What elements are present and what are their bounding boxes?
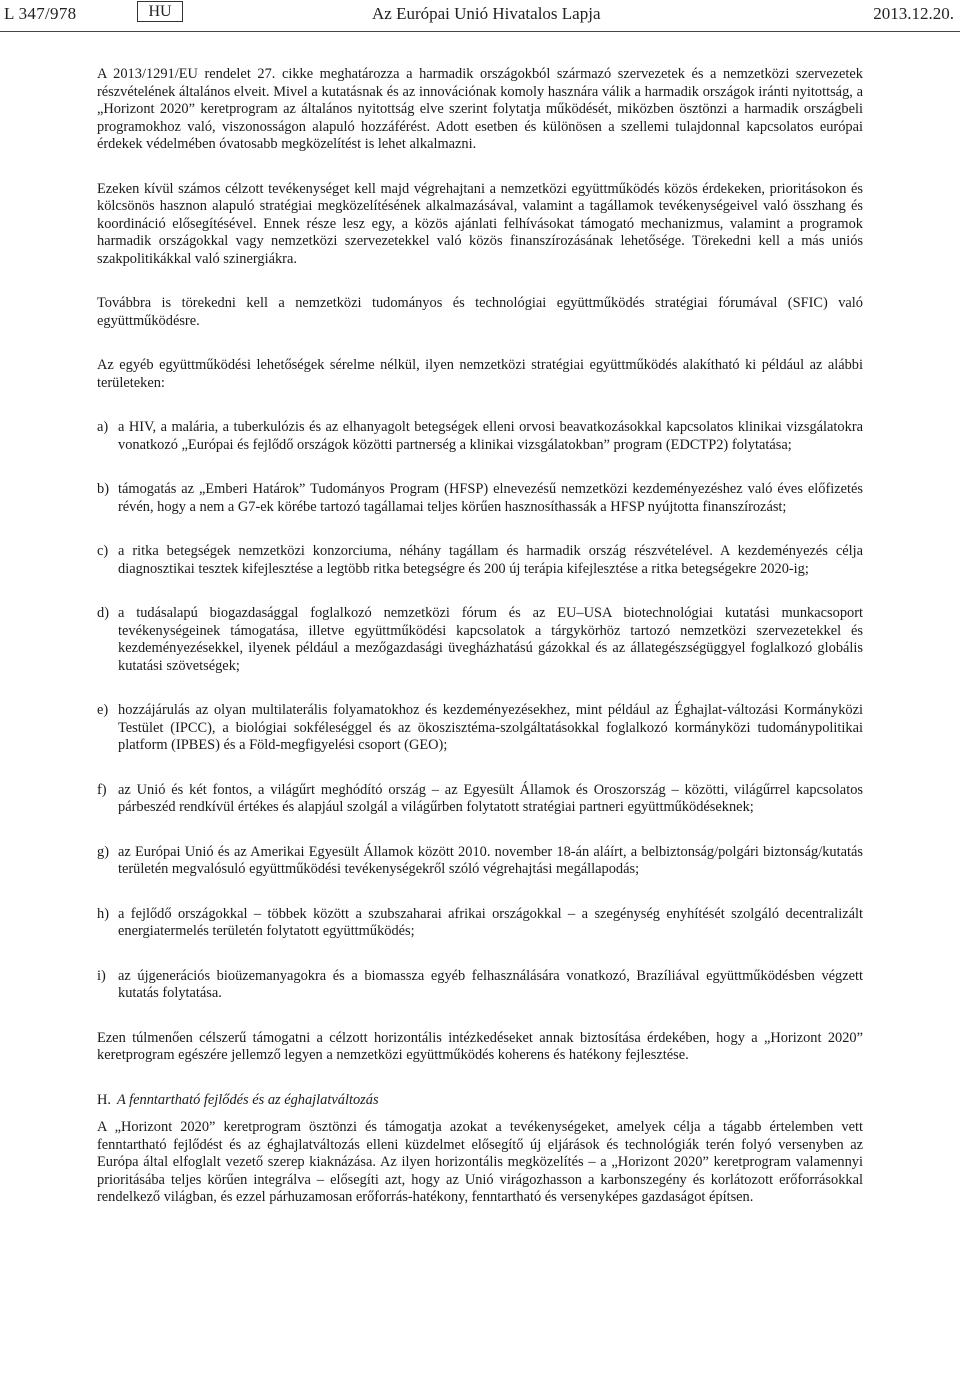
list-item	[97, 481, 863, 516]
list-item-text: az Európai Unió és az Amerikai Egyesült Államok között 2010. november 18-án aláírt, a belbiztonság/polgári biztonság/kutatás területén megvalósuló együttműködési tevékenységekről szóló végrehajtási megállapodás;	[118, 843, 863, 877]
paragraph-section-h: A „Horizont 2020” keretprogram ösztönzi és támogatja azokat a tevékenységeket, amelyek célja a tágabb értelemben vett fenntartható fejlődést és az éghajlatváltozás elleni küzdelmet elősegítő új eljárások és technológiák terén folyó versenyben az Európa által elfoglalt vezető szerep kiaknázása. Az ilyen horizontális megközelítés – a „Horizont 2020” keretprogram valamennyi prioritásába teljes körűen integrálva – elősegíti azt, hogy az Unió virágozhasson a karbonszegény és korlátozott erőforrásokkal rendelkező világban, és ezzel párhuzamosan erőforrás-hatékony, fenntartható és versenyképes gazdaságot építsen.	[97, 1119, 863, 1205]
list-item	[97, 702, 863, 755]
list-item-text: a fejlődő országokkal – többek között a szubszaharai afrikai országokkal – a szegénység enyhítését szolgáló decentralizált energiatermelés területén folytatott együttműködés;	[118, 905, 863, 939]
list-item-text: az újgenerációs bioüzemanyagokra és a biomassza egyéb felhasználására vonatkozó, Brazíliával együttműködésben végzett kutatás folytatása.	[118, 967, 863, 1001]
list-item-label: i)	[97, 967, 106, 984]
journal-title: Az Európai Unió Hivatalos Lapja	[372, 4, 601, 23]
section-heading	[97, 1092, 863, 1110]
publication-date: 2013.12.20.	[873, 4, 954, 23]
list-item-label: d)	[97, 605, 109, 621]
header-divider	[0, 31, 960, 32]
list-item	[97, 968, 863, 1003]
list-item	[97, 906, 863, 941]
paragraph-intro: A 2013/1291/EU rendelet 27. cikke meghatározza a harmadik országokból származó szervezetek és a nemzetközi szervezetek részvételének általános elveit. Mivel a kutatásnak és az innovációnak komoly hasznára válik a harmadik országok iránti nyitottság, a „Horizont 2020” keretprogram az általános nyitottság elve szerint folytatja működését, miközben ösztönzi a harmadik országbeli programokhoz való, viszonosságon alapuló hozzáférést. Adott esetben és különösen a szellemi tulajdonnal kapcsolatos európai érdekek védelmében óvatosabb megközelítést is lehet alkalmazni.	[97, 66, 863, 152]
list-item-label: g)	[97, 843, 109, 860]
list-item-text: a HIV, a malária, a tuberkulózis és az elhanyagolt betegségek elleni orvosi beavatkozásokkal kapcsolatos klinikai vizsgálatokra vonatkozó „Európai és fejlődő országok közötti partnerség a klinikai vizsgálatokban” program (EDCTP2) folytatása;	[118, 419, 863, 453]
list-item-text: támogatás az „Emberi Határok” Tudományos Program (HFSP) elnevezésű nemzetközi kezdeményezéshez való éves előfizetés révén, hogy a nem a G7-ek körébe tartozó tagállamai teljes körűen hasznosíthassák a HFSP nyújtotta finanszírozást;	[118, 481, 863, 515]
list-item-label: a)	[97, 419, 109, 435]
section-letter: H.	[97, 1091, 111, 1108]
list-item	[97, 419, 863, 454]
list-item-label: e)	[97, 702, 109, 718]
page-reference: L 347/978	[4, 4, 77, 23]
list-item-text: a tudásalapú biogazdasággal foglalkozó nemzetközi fórum és az EU–USA biotechnológiai kutatási munkacsoport tevékenységeinek támogatása, illetve együttműködési kapcsolatok a tárgykörhöz tartozó nemzetközi szervezetekkel és kezdeményezésekkel, ilyenek például a mezőgazdasági üvegházhatású gázokkal és az állategészségüggyel foglalkozó globális kutatási szövetségek;	[118, 605, 863, 674]
list-item-label: b)	[97, 481, 109, 497]
list-item-label: c)	[97, 543, 109, 559]
list-item	[97, 543, 863, 578]
list-item	[97, 605, 863, 675]
list-item-label: h)	[97, 905, 109, 922]
paragraph-sfic: Továbbra is törekedni kell a nemzetközi tudományos és technológiai együttműködés stratégiai fórumával (SFIC) való együttműködésre.	[97, 295, 863, 329]
paragraph-areas-intro: Az egyéb együttműködési lehetőségek sérelme nélkül, ilyen nemzetközi stratégiai együttműködés alakítható ki például az alábbi területeken:	[97, 357, 863, 391]
paragraph-targeted-activities: Ezeken kívül számos célzott tevékenységet kell majd végrehajtani a nemzetközi együttműködés közös érdekeken, prioritásokon és kölcsönös hasznon alapuló stratégiai megközelítésének alkalmazásával, valamint a tagállamok tevékenységeivel való összhang és koordináció elősegítésével. Ennek része lesz egy, a közös ajánlati felhívásokat támogató mechanizmus, valamint a programok harmadik országokkal vagy nemzetközi szervezetekkel való közös finanszírozásának lehetősége. Törekedni kell a más uniós szakpolitikákkal való szinergiákra.	[97, 180, 863, 267]
language-badge: HU	[137, 1, 183, 22]
list-item	[97, 782, 863, 817]
document-body	[97, 66, 863, 1234]
page-header	[0, 0, 960, 30]
list-item-text: a ritka betegségek nemzetközi konzorciuma, néhány tagállam és harmadik ország részvételével. A kezdeményezés célja diagnosztikai tesztek kifejlesztése a legtöbb ritka betegségre és 200 új terápia kifejlesztése a ritka betegségekre 2020-ig;	[118, 543, 863, 577]
list-item	[97, 844, 863, 879]
paragraph-closing: Ezen túlmenően célszerű támogatni a célzott horizontális intézkedéseket annak biztosítása érdekében, hogy a „Horizont 2020” keretprogram egészére jellemző legyen a nemzetközi együttműködés koherens és hatékony fejlesztése.	[97, 1029, 863, 1063]
section-title: A fenntartható fejlődés és az éghajlatváltozás	[117, 1091, 379, 1108]
list-item-text: az Unió és két fontos, a világűrt meghódító ország – az Egyesült Államok és Oroszország – közötti, világűrrel kapcsolatos párbeszéd rendkívül értékes és alapjául szolgál a világűrben folytatott stratégiai partneri együttműködéseknek;	[118, 781, 863, 815]
list-item-text: hozzájárulás az olyan multilaterális folyamatokhoz és kezdeményezésekhez, mint például az Éghajlat-változási Kormányközi Testület (IPCC), a biológiai sokféleséggel és az ökoszisztéma-szolgáltatásokkal foglalkozó kormányközi tudománypolitikai platform (IPBES) és a Föld-megfigyelési csoport (GEO);	[118, 702, 863, 753]
list-item-label: f)	[97, 781, 107, 798]
